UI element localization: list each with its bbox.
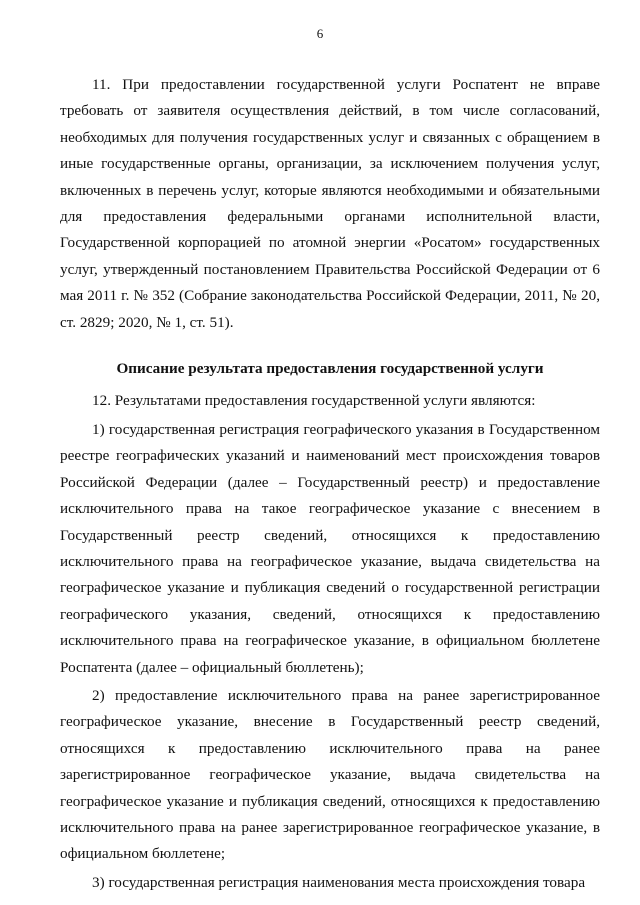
paragraph-12: 12. Результатами предоставления государственной услуги являются: (92, 392, 536, 410)
paragraph-11: 11. При предоставлении государственной услуги Роспатент не вправе требовать от заявителя осуществления действий, в том числе согласований, необходимых для получения государственных услуг и связанных с обращением в иные государственные органы, организации, за исключением получения услуг, включенных в перечень услуг, которые являются необходимыми и обязательными для предоставления федеральными органами исполнительной власти, Государственной корпорацией по атомной энергии «Росатом» государственных услуг, утвержденный постановлением Правительства Российской Федерации от 6 мая 2011 г. № 352 (Собрание законодательства Российской Федерации, 2011, № 20, ст. 2829; 2020, № 1, ст. 51). (60, 76, 600, 331)
paragraph-12-item-3: 3) государственная регистрация наименования места происхождения товара (92, 873, 586, 891)
section-heading: Описание результата предоставления государственной услуги (116, 360, 544, 378)
paragraph-12-item-1: 1) государственная регистрация географического указания в Государственном реестре географических указаний и наименований мест происхождения товаров Российской Федерации (далее – Государственный реестр) и предоставление исключительного права на такое географическое указание с внесением в Государственный реестр сведений, относящихся к предоставлению исключительного права на географическое указание, выдача свидетельства на географическое указание и публикация сведений о государственной регистрации географического указания, сведений, относящихся к предоставлению исключительного права на географическое указание, в официальном бюллетене Роспатента (далее – официальный бюллетень); (60, 420, 600, 676)
document-body (60, 72, 600, 896)
paragraph-12-item-2: 2) предоставление исключительного права на ранее зарегистрированное географическое указание, внесение в Государственный реестр сведений, относящихся к предоставлению исключительного права на ранее зарегистрированное географическое указание, выдача свидетельства на географическое указание и публикация сведений, относящихся к предоставлению исключительного права на ранее зарегистрированное географическое указание, в официальном бюллетене; (60, 686, 600, 863)
page-number: 6 (316, 26, 324, 41)
